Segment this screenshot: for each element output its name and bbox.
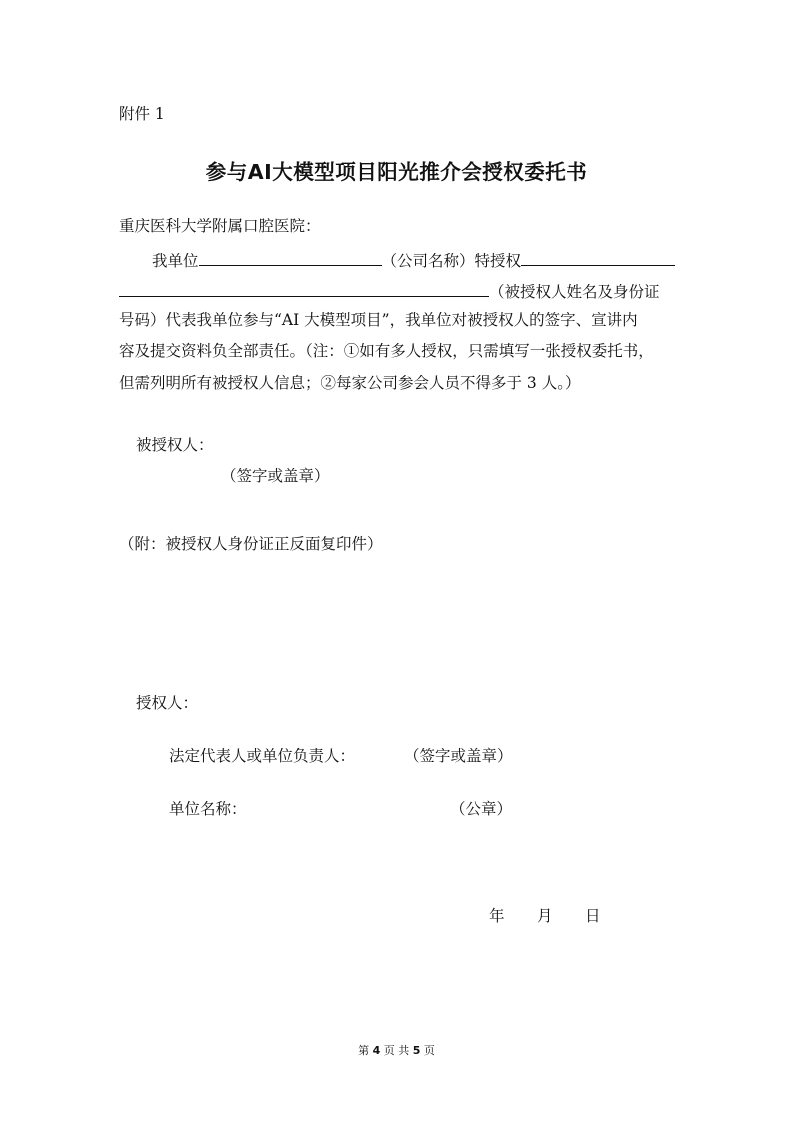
footer-total-pages: 5 [412, 1044, 421, 1057]
date-month: 月 [537, 907, 553, 925]
body-line-3: 号码）代表我单位参与“AI 大模型项目”，我单位对被授权人的签字、宣讲内 [119, 311, 638, 329]
page-title: 参与AI大模型项目阳光推介会授权委托书 [205, 160, 588, 184]
footer-suffix: 页 [423, 1044, 435, 1057]
footer-current-page: 4 [372, 1044, 381, 1057]
unit-seal-hint: （公章） [450, 800, 513, 818]
grantor-label: 授权人： [136, 694, 199, 712]
unit-name-label: 单位名称： [169, 800, 247, 818]
body-line-2 [119, 278, 660, 302]
grantee-sign-hint: （签字或盖章） [221, 467, 330, 485]
footer-prefix: 第 [358, 1044, 370, 1057]
addressee: 重庆医科大学附属口腔医院： [119, 217, 321, 235]
attachment-note: （附：被授权人身份证正反面复印件） [119, 535, 383, 553]
grantee-label: 被授权人： [136, 436, 214, 454]
footer-middle: 页 共 [383, 1044, 410, 1057]
body-line-1-prefix: 我单位 [152, 252, 199, 270]
grantee-name-blank-1[interactable] [521, 247, 675, 266]
attachment-label: 附件 1 [119, 105, 165, 123]
body-line-5: 但需列明所有被授权人信息；②每家公司参会人员不得多于 3 人。） [119, 374, 581, 392]
body-line-1 [152, 247, 675, 271]
date-year: 年 [489, 907, 505, 925]
company-name-blank[interactable] [199, 247, 382, 266]
grantee-name-blank-2[interactable] [119, 278, 489, 297]
legal-rep-sign-hint: （签字或盖章） [404, 747, 513, 765]
page-footer [0, 1042, 793, 1058]
id-number-hint: （被授权人姓名及身份证 [489, 283, 660, 301]
date-day: 日 [585, 907, 601, 925]
body-line-4: 容及提交资料负全部责任。（注：①如有多人授权，只需填写一张授权委托书， [119, 342, 654, 360]
company-name-hint: （公司名称）特授权 [381, 252, 522, 270]
legal-rep-label: 法定代表人或单位负责人： [169, 747, 356, 765]
